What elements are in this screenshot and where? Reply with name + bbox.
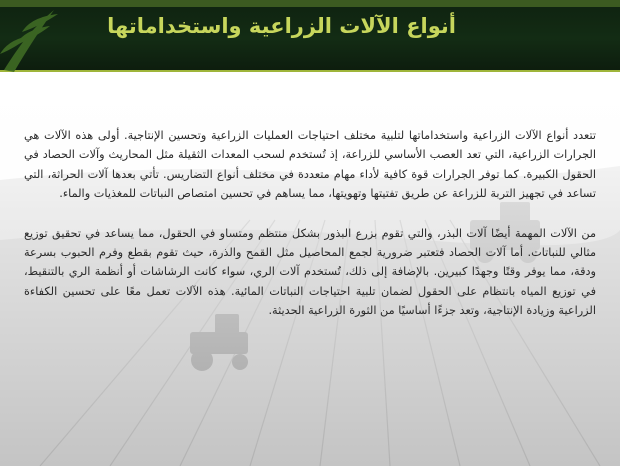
paragraph-machines: من الآلات المهمة أيضًا آلات البذر، والتي تقوم بزرع البذور بشكل منتظم ومتساو في الحقول، مما يساعد في تحقيق توزيع مثالي للنباتات. أما آلات الحصاد فتعتبر ضرورية لجمع المحاصيل مثل القمح والذرة، حيث تقوم بقطع وفرم الحبوب بسرعة ودقة، مما يوفر وقتًا وجهدًا كبيرين. بالإضافة إلى ذلك، تُستخدم آلات الري، سواء كانت الرشاشات أو أنظمة الري بالتنقيط، في توزيع المياه بانتظام على الحقول لضمان تلبية احتياجات النباتات المائية. هذه الآلات تعمل معًا على تحسين الكفاءة الزراعية وزيادة الإنتاجية، وتعد جزءًا أساسيًا من الثورة الزراعية الحديثة. bbox=[24, 226, 596, 318]
paragraph-intro: تتعدد أنواع الآلات الزراعية واستخداماتها لتلبية مختلف احتياجات العمليات الزراعية وتحسين الإنتاجية. أولى هذه الآلات هي الجرارات الزراعية، التي تعد العصب الأساسي للزراعة، إذ تُستخدم لسحب المعدات الثقيلة مثل المحاريث وآلات الحصاد في الحقول الكبيرة. كما توفر الجرارات قوة كافية لأداء مهام متعددة في مختلف أنواع التضاريس. تأتي بعدها آلات الحراثة، التي تساعد في تجهيز التربة للزراعة عن طريق تفتيتها وتهويتها، مما يساهم في تحسين امتصاص النباتات للمغذيات والماء. bbox=[24, 129, 596, 201]
wheat-leaves-icon bbox=[0, 0, 80, 72]
body-text bbox=[24, 126, 596, 321]
title-bar bbox=[0, 0, 620, 72]
title-bar-accent bbox=[0, 0, 620, 7]
slide-title: أنواع الآلات الزراعية واستخداماتها bbox=[107, 14, 456, 38]
